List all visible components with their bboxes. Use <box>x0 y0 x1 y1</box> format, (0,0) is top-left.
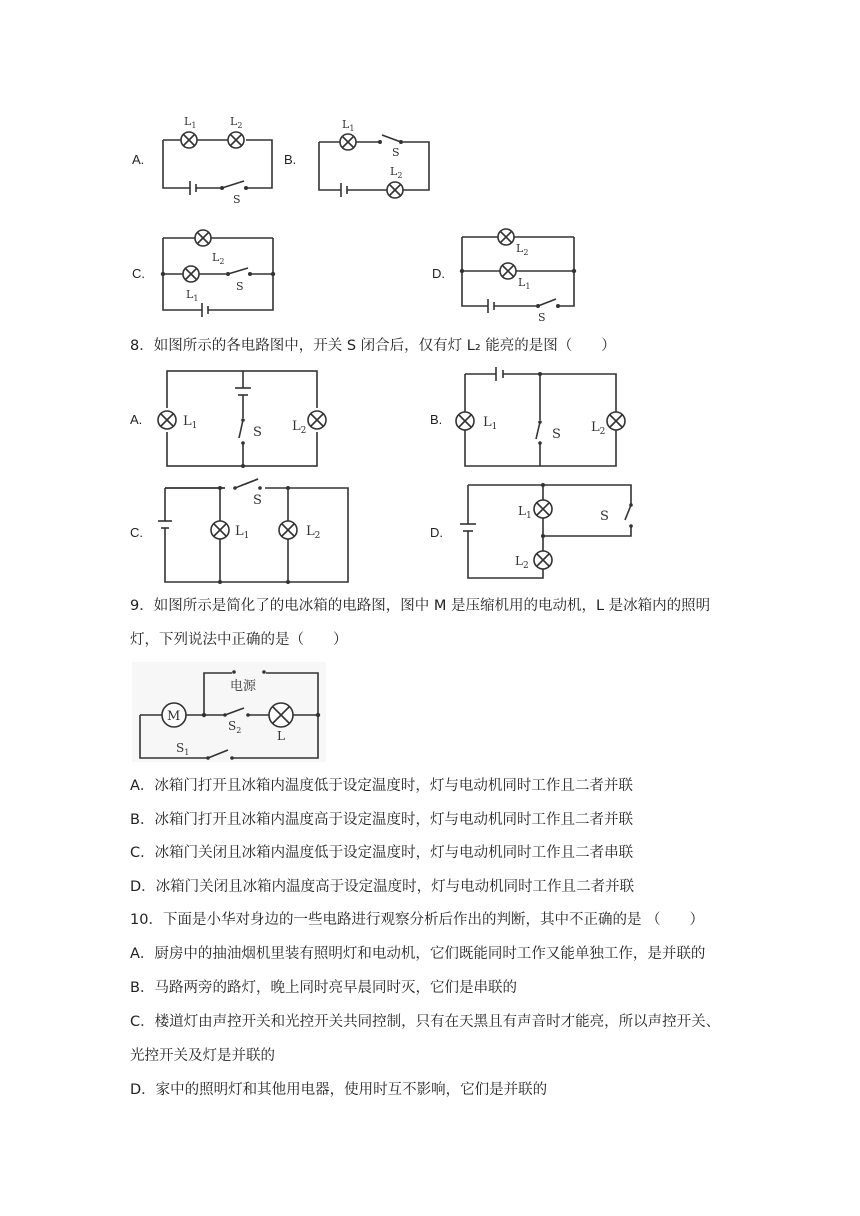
lamp-l2-label: $L_2$ <box>306 524 321 541</box>
lamp-l2-label: $L_2$ <box>230 115 243 130</box>
lamp-l1-label: $L_1$ <box>183 414 198 431</box>
q8-option-c: C. <box>130 525 143 540</box>
q8-figure-d <box>455 480 635 582</box>
q10-choice-b: B．马路两旁的路灯，晚上同时亮早晨同时灭，它们是串联的 <box>130 980 517 996</box>
q9-choice-d: D．冰箱门关闭且冰箱内温度高于设定温度时，灯与电动机同时工作且二者并联 <box>130 879 635 895</box>
switch-s-label: S <box>538 311 546 324</box>
lamp-l2-label: $L_2$ <box>390 165 403 180</box>
q7-option-b: B. <box>284 152 297 167</box>
q7-figure-a <box>160 115 280 205</box>
lamp-l2-label: $L_2$ <box>591 420 606 437</box>
q8-stem: 8．如图所示的各电路图中，开关 S 闭合后，仅有灯 L₂ 能亮的是图（ ） <box>130 338 616 354</box>
q8-option-b: B. <box>430 412 443 427</box>
q7-figure-d <box>458 228 582 323</box>
switch-s-label: S <box>236 280 244 293</box>
switch-s-label: S <box>392 146 400 159</box>
q10-choice-a: A．厨房中的抽油烟机里装有照明灯和电动机，它们既能同时工作又能单独工作，是并联的 <box>130 946 706 962</box>
q9-choice-a: A．冰箱门打开且冰箱内温度低于设定温度时，灯与电动机同时工作且二者并联 <box>130 778 633 794</box>
lamp-l1-label: $L_1$ <box>184 115 197 130</box>
switch-s-label: S <box>552 427 561 442</box>
switch-s-label: S <box>253 425 262 440</box>
q7-option-d: D. <box>432 266 445 281</box>
q8-figure-b <box>453 364 633 470</box>
q10-stem: 10．下面是小华对身边的一些电路进行观察分析后作出的判断，其中不正确的是 （ ） <box>130 912 705 928</box>
q8-option-a: A. <box>130 412 143 427</box>
lamp-l1-label: $L_1$ <box>235 524 250 541</box>
lamp-l2-label: $L_2$ <box>212 251 225 266</box>
lamp-l1-label: $L_1$ <box>342 118 355 133</box>
q9-stem-line2: 灯，下列说法中正确的是（ ） <box>130 632 348 648</box>
switch-s1-label: $S_1$ <box>176 741 190 757</box>
lamp-l2-label: $L_2$ <box>292 419 307 436</box>
switch-s-label: S <box>600 509 609 524</box>
lamp-l2-label: $L_2$ <box>516 242 529 257</box>
q7-figure-c <box>158 228 282 323</box>
lamp-l1-label: $L_1$ <box>518 504 532 521</box>
switch-s-label: S <box>233 193 241 206</box>
q7-option-c: C. <box>132 266 145 281</box>
q8-figure-c <box>155 476 355 586</box>
switch-s-label: S <box>253 493 262 508</box>
q10-choice-c-line2: 光控开关及灯是并联的 <box>130 1048 275 1064</box>
switch-s2-label: $S_2$ <box>228 719 242 735</box>
lamp-l1-label: $L_1$ <box>518 276 531 291</box>
motor-m-label: M <box>167 709 181 724</box>
q9-choice-c: C．冰箱门关闭且冰箱内温度低于设定温度时，灯与电动机同时工作且二者串联 <box>130 845 634 861</box>
lamp-l-label: L <box>277 729 285 743</box>
lamp-l2-label: $L_2$ <box>515 554 529 571</box>
q9-choice-b: B．冰箱门打开且冰箱内温度高于设定温度时，灯与电动机同时工作且二者并联 <box>130 812 633 828</box>
lamp-l1-label: $L_1$ <box>186 288 199 303</box>
q9-stem-line1: 9．如图所示是简化了的电冰箱的电路图，图中 M 是压缩机用的电动机，L 是冰箱内的照明 <box>130 598 711 614</box>
q7-figure-b <box>316 118 436 203</box>
power-source-label: 电源 <box>230 679 257 694</box>
q7-option-a: A. <box>132 152 145 167</box>
q9-fridge-circuit <box>132 660 328 764</box>
lamp-l1-label: $L_1$ <box>483 415 498 432</box>
q8-option-d: D. <box>430 525 443 540</box>
q10-choice-c-line1: C．楼道灯由声控开关和光控开关共同控制，只有在天黑且有声音时才能亮，所以声控开关、 <box>130 1014 721 1030</box>
q10-choice-d: D．家中的照明灯和其他用电器，使用时互不影响，它们是并联的 <box>130 1082 548 1098</box>
q8-figure-a <box>155 368 335 470</box>
